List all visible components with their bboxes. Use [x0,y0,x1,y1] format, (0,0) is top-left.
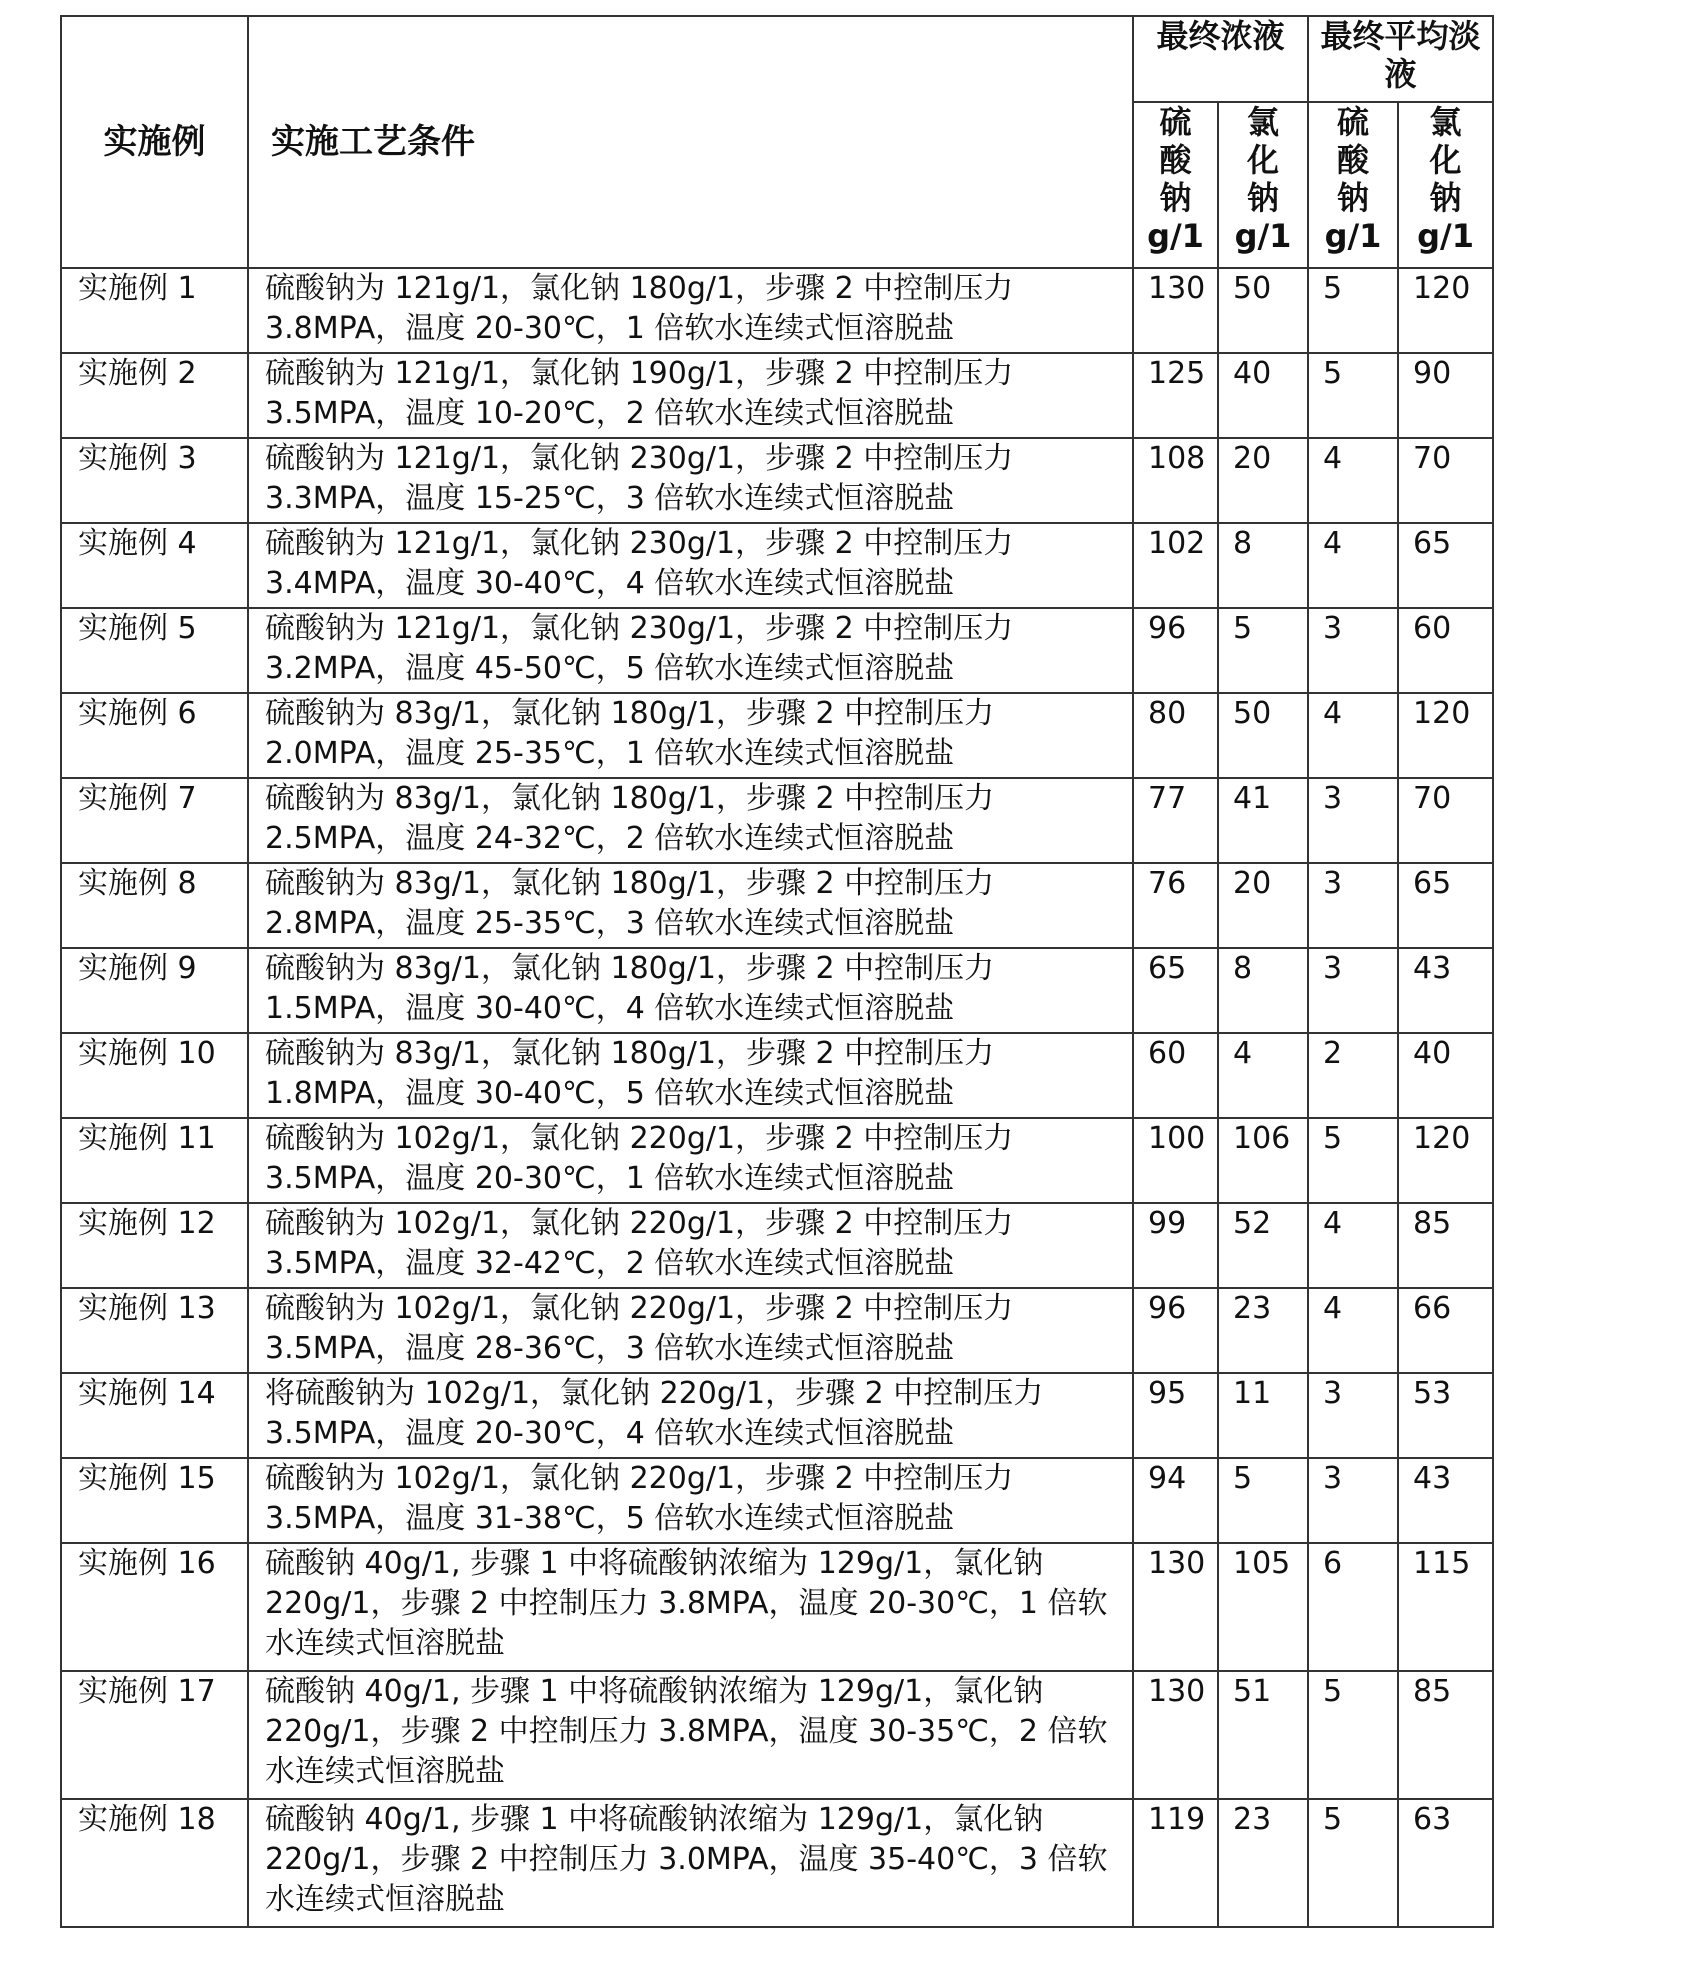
dil-sodium-chloride-cell: 43 [1398,1458,1493,1543]
header-final-avg-dilute: 最终平均淡液 [1308,16,1493,102]
header-example: 实施例 [61,16,248,268]
example-cell: 实施例 6 [61,693,248,778]
example-cell: 实施例 12 [61,1203,248,1288]
example-cell: 实施例 7 [61,778,248,863]
table-row [61,1543,1493,1671]
conc-sodium-chloride-cell: 5 [1218,1458,1308,1543]
conditions-cell: 硫酸钠为 83g/1，氯化钠 180g/1，步骤 2 中控制压力 2.0MPA，温度 25-35℃，1 倍软水连续式恒溶脱盐 [248,693,1133,778]
conc-sodium-chloride-cell: 106 [1218,1118,1308,1203]
conc-sodium-sulfate-cell: 95 [1133,1373,1218,1458]
dil-sodium-sulfate-cell: 4 [1308,523,1398,608]
table-row [61,1458,1493,1543]
conc-sodium-chloride-cell: 20 [1218,863,1308,948]
example-cell: 实施例 13 [61,1288,248,1373]
dil-sodium-chloride-cell: 120 [1398,693,1493,778]
example-cell: 实施例 1 [61,268,248,353]
conditions-cell: 硫酸钠为 83g/1，氯化钠 180g/1，步骤 2 中控制压力 1.5MPA，温度 30-40℃，4 倍软水连续式恒溶脱盐 [248,948,1133,1033]
dil-sodium-sulfate-cell: 6 [1308,1543,1398,1671]
header-conc-sodium-sulfate: 硫 酸 钠 g/1 [1133,102,1218,268]
conc-sodium-chloride-cell: 41 [1218,778,1308,863]
conc-sodium-chloride-cell: 20 [1218,438,1308,523]
table-row [61,1671,1493,1799]
dil-sodium-chloride-cell: 115 [1398,1543,1493,1671]
dil-sodium-sulfate-cell: 3 [1308,778,1398,863]
dil-sodium-sulfate-cell: 5 [1308,268,1398,353]
conditions-cell: 硫酸钠为 102g/1，氯化钠 220g/1，步骤 2 中控制压力 3.5MPA，温度 28-36℃，3 倍软水连续式恒溶脱盐 [248,1288,1133,1373]
conditions-cell: 硫酸钠为 102g/1，氯化钠 220g/1，步骤 2 中控制压力 3.5MPA，温度 31-38℃，5 倍软水连续式恒溶脱盐 [248,1458,1133,1543]
conc-sodium-sulfate-cell: 108 [1133,438,1218,523]
table-row [61,608,1493,693]
conc-sodium-chloride-cell: 51 [1218,1671,1308,1799]
conc-sodium-sulfate-cell: 130 [1133,1543,1218,1671]
table-row [61,1033,1493,1118]
dil-sodium-sulfate-cell: 5 [1308,1671,1398,1799]
table-row [61,353,1493,438]
conc-sodium-sulfate-cell: 96 [1133,608,1218,693]
conc-sodium-sulfate-cell: 100 [1133,1118,1218,1203]
conditions-cell: 硫酸钠为 83g/1，氯化钠 180g/1，步骤 2 中控制压力 2.8MPA，温度 25-35℃，3 倍软水连续式恒溶脱盐 [248,863,1133,948]
conc-sodium-chloride-cell: 8 [1218,523,1308,608]
dil-sodium-sulfate-cell: 3 [1308,863,1398,948]
dil-sodium-chloride-cell: 120 [1398,268,1493,353]
example-cell: 实施例 18 [61,1799,248,1927]
example-cell: 实施例 11 [61,1118,248,1203]
example-cell: 实施例 14 [61,1373,248,1458]
conditions-cell: 硫酸钠为 121g/1，氯化钠 190g/1，步骤 2 中控制压力 3.5MPA，温度 10-20℃，2 倍软水连续式恒溶脱盐 [248,353,1133,438]
dil-sodium-sulfate-cell: 5 [1308,353,1398,438]
dil-sodium-chloride-cell: 43 [1398,948,1493,1033]
conc-sodium-sulfate-cell: 130 [1133,268,1218,353]
dil-sodium-sulfate-cell: 4 [1308,693,1398,778]
conc-sodium-sulfate-cell: 130 [1133,1671,1218,1799]
header-conc-sodium-chloride: 氯 化 钠 g/1 [1218,102,1308,268]
conc-sodium-sulfate-cell: 94 [1133,1458,1218,1543]
dil-sodium-chloride-cell: 85 [1398,1671,1493,1799]
conc-sodium-chloride-cell: 52 [1218,1203,1308,1288]
conc-sodium-chloride-cell: 40 [1218,353,1308,438]
table-row [61,863,1493,948]
table-row [61,693,1493,778]
dil-sodium-chloride-cell: 65 [1398,863,1493,948]
example-cell: 实施例 4 [61,523,248,608]
conc-sodium-chloride-cell: 23 [1218,1799,1308,1927]
conc-sodium-sulfate-cell: 77 [1133,778,1218,863]
conc-sodium-chloride-cell: 11 [1218,1373,1308,1458]
table-row [61,268,1493,353]
dil-sodium-chloride-cell: 40 [1398,1033,1493,1118]
table-row [61,438,1493,523]
dil-sodium-chloride-cell: 63 [1398,1799,1493,1927]
conc-sodium-sulfate-cell: 65 [1133,948,1218,1033]
header-row-1 [61,16,1493,102]
conditions-cell: 硫酸钠为 121g/1，氯化钠 230g/1，步骤 2 中控制压力 3.2MPA，温度 45-50℃，5 倍软水连续式恒溶脱盐 [248,608,1133,693]
conditions-cell: 硫酸钠为 121g/1，氯化钠 230g/1，步骤 2 中控制压力 3.3MPA，温度 15-25℃，3 倍软水连续式恒溶脱盐 [248,438,1133,523]
dil-sodium-sulfate-cell: 4 [1308,438,1398,523]
header-dil-sodium-sulfate: 硫 酸 钠 g/1 [1308,102,1398,268]
conc-sodium-sulfate-cell: 76 [1133,863,1218,948]
conditions-cell: 硫酸钠为 102g/1，氯化钠 220g/1，步骤 2 中控制压力 3.5MPA，温度 32-42℃，2 倍软水连续式恒溶脱盐 [248,1203,1133,1288]
example-cell: 实施例 8 [61,863,248,948]
conditions-cell: 硫酸钠为 121g/1，氯化钠 180g/1，步骤 2 中控制压力 3.8MPA，温度 20-30℃，1 倍软水连续式恒溶脱盐 [248,268,1133,353]
results-table [60,15,1494,1928]
table-row [61,1373,1493,1458]
example-cell: 实施例 3 [61,438,248,523]
conc-sodium-chloride-cell: 50 [1218,693,1308,778]
dil-sodium-sulfate-cell: 4 [1308,1288,1398,1373]
dil-sodium-sulfate-cell: 3 [1308,608,1398,693]
conditions-cell: 硫酸钠为 102g/1，氯化钠 220g/1，步骤 2 中控制压力 3.5MPA，温度 20-30℃，1 倍软水连续式恒溶脱盐 [248,1118,1133,1203]
conditions-cell: 硫酸钠 40g/1, 步骤 1 中将硫酸钠浓缩为 129g/1，氯化钠 220g/1，步骤 2 中控制压力 3.0MPA，温度 35-40℃，3 倍软水连续式恒溶脱盐 [248,1799,1133,1927]
dil-sodium-chloride-cell: 60 [1398,608,1493,693]
header-dil-sodium-chloride: 氯 化 钠 g/1 [1398,102,1493,268]
dil-sodium-chloride-cell: 90 [1398,353,1493,438]
dil-sodium-sulfate-cell: 3 [1308,948,1398,1033]
conc-sodium-chloride-cell: 105 [1218,1543,1308,1671]
example-cell: 实施例 16 [61,1543,248,1671]
dil-sodium-sulfate-cell: 3 [1308,1373,1398,1458]
example-cell: 实施例 5 [61,608,248,693]
conc-sodium-sulfate-cell: 99 [1133,1203,1218,1288]
example-cell: 实施例 9 [61,948,248,1033]
conc-sodium-chloride-cell: 8 [1218,948,1308,1033]
dil-sodium-chloride-cell: 66 [1398,1288,1493,1373]
conc-sodium-chloride-cell: 4 [1218,1033,1308,1118]
example-cell: 实施例 10 [61,1033,248,1118]
table-row [61,948,1493,1033]
conditions-cell: 硫酸钠 40g/1, 步骤 1 中将硫酸钠浓缩为 129g/1，氯化钠 220g/1，步骤 2 中控制压力 3.8MPA，温度 30-35℃，2 倍软水连续式恒溶脱盐 [248,1671,1133,1799]
example-cell: 实施例 17 [61,1671,248,1799]
dil-sodium-chloride-cell: 120 [1398,1118,1493,1203]
conditions-cell: 硫酸钠 40g/1, 步骤 1 中将硫酸钠浓缩为 129g/1，氯化钠 220g/1，步骤 2 中控制压力 3.8MPA，温度 20-30℃，1 倍软水连续式恒溶脱盐 [248,1543,1133,1671]
dil-sodium-sulfate-cell: 4 [1308,1203,1398,1288]
dil-sodium-sulfate-cell: 3 [1308,1458,1398,1543]
dil-sodium-sulfate-cell: 5 [1308,1118,1398,1203]
conc-sodium-sulfate-cell: 119 [1133,1799,1218,1927]
header-final-concentrate: 最终浓液 [1133,16,1308,102]
conc-sodium-sulfate-cell: 102 [1133,523,1218,608]
dil-sodium-chloride-cell: 70 [1398,778,1493,863]
conc-sodium-sulfate-cell: 125 [1133,353,1218,438]
conc-sodium-chloride-cell: 23 [1218,1288,1308,1373]
dil-sodium-sulfate-cell: 5 [1308,1799,1398,1927]
conditions-cell: 硫酸钠为 121g/1，氯化钠 230g/1，步骤 2 中控制压力 3.4MPA，温度 30-40℃，4 倍软水连续式恒溶脱盐 [248,523,1133,608]
table-row [61,1799,1493,1927]
table-row [61,778,1493,863]
header-conditions: 实施工艺条件 [248,16,1133,268]
dil-sodium-chloride-cell: 70 [1398,438,1493,523]
example-cell: 实施例 2 [61,353,248,438]
conditions-cell: 将硫酸钠为 102g/1，氯化钠 220g/1，步骤 2 中控制压力 3.5MPA，温度 20-30℃，4 倍软水连续式恒溶脱盐 [248,1373,1133,1458]
example-cell: 实施例 15 [61,1458,248,1543]
dil-sodium-sulfate-cell: 2 [1308,1033,1398,1118]
conc-sodium-sulfate-cell: 60 [1133,1033,1218,1118]
conditions-cell: 硫酸钠为 83g/1，氯化钠 180g/1，步骤 2 中控制压力 1.8MPA，温度 30-40℃，5 倍软水连续式恒溶脱盐 [248,1033,1133,1118]
conditions-cell: 硫酸钠为 83g/1，氯化钠 180g/1，步骤 2 中控制压力 2.5MPA，温度 24-32℃，2 倍软水连续式恒溶脱盐 [248,778,1133,863]
table-row [61,523,1493,608]
table-row [61,1203,1493,1288]
conc-sodium-chloride-cell: 5 [1218,608,1308,693]
conc-sodium-sulfate-cell: 96 [1133,1288,1218,1373]
conc-sodium-sulfate-cell: 80 [1133,693,1218,778]
dil-sodium-chloride-cell: 85 [1398,1203,1493,1288]
dil-sodium-chloride-cell: 53 [1398,1373,1493,1458]
table-row [61,1288,1493,1373]
dil-sodium-chloride-cell: 65 [1398,523,1493,608]
conc-sodium-chloride-cell: 50 [1218,268,1308,353]
table-row [61,1118,1493,1203]
